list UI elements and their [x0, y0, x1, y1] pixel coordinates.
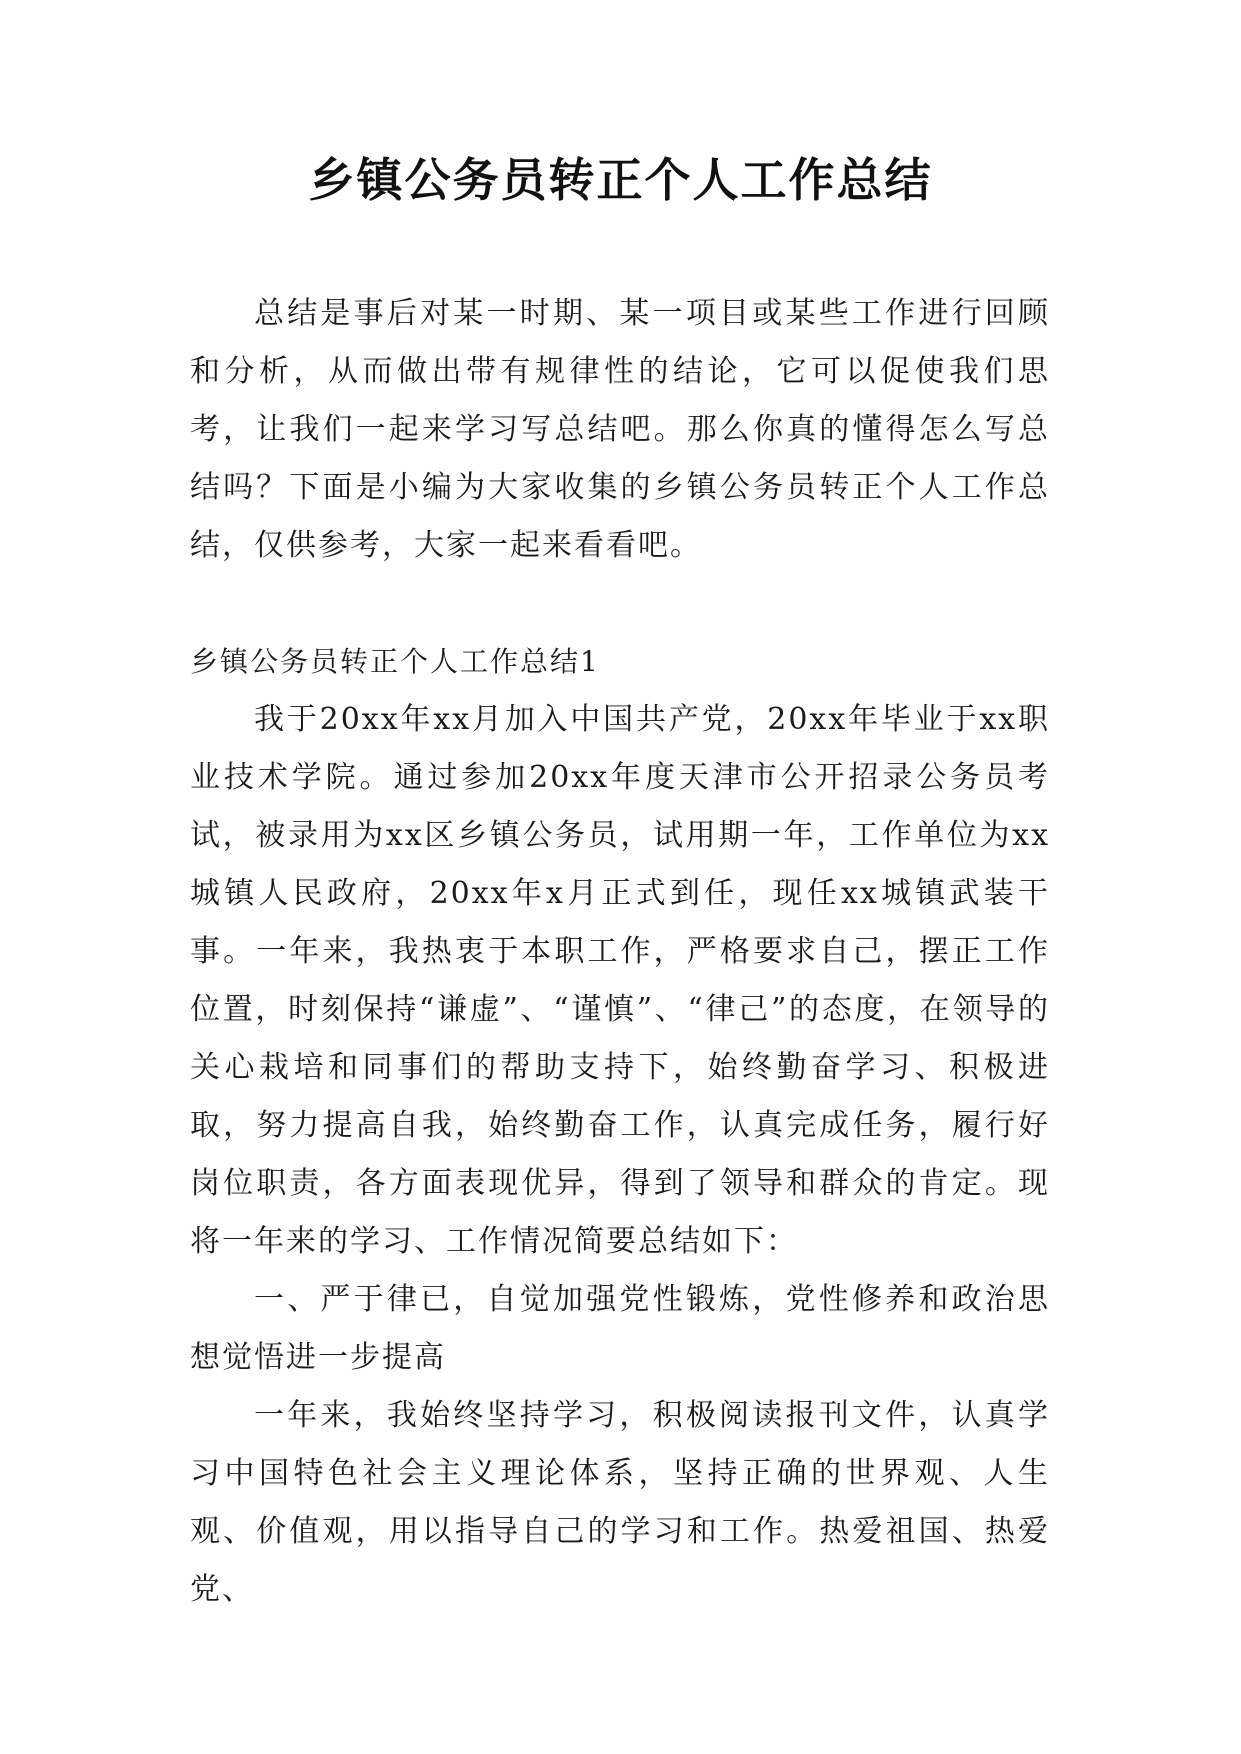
section-heading: 乡镇公务员转正个人工作总结1 — [190, 645, 600, 678]
body-paragraph: 一、严于律已，自觉加强党性锻炼，党性修养和政治思想觉悟进一步提高 — [190, 1282, 1050, 1375]
document-body — [190, 285, 1050, 1619]
body-paragraph: 一年来，我始终坚持学习，积极阅读报刊文件，认真学习中国特色社会主义理论体系，坚持正确的世界观、人生观、价值观，用以指导自己的学习和工作。热爱祖国、热爱党、 — [190, 1398, 1050, 1607]
body-paragraph: 我于20xx年xx月加入中国共产党，20xx年毕业于xx职业技术学院。通过参加20xx年度天津市公开招录公务员考试，被录用为xx区乡镇公务员，试用期一年，工作单位为xx城镇人民政府，20xx年x月正式到任，现任xx城镇武装干事。一年来，我热衷于本职工作，严格要求自己，摆正工作位置，时刻保持“谦虚”、“谨慎”、“律己”的态度，在领导的关心栽培和同事们的帮助支持下，始终勤奋学习、积极进取，努力提高自我，始终勤奋工作，认真完成任务，履行好岗位职责，各方面表现优异，得到了领导和群众的肯定。现将一年来的学习、工作情况简要总结如下： — [190, 702, 1050, 1259]
intro-paragraph: 总结是事后对某一时期、某一项目或某些工作进行回顾和分析，从而做出带有规律性的结论，它可以促使我们思考，让我们一起来学习写总结吧。那么你真的懂得怎么写总结吗？下面是小编为大家收集的乡镇公务员转正个人工作总结，仅供参考，大家一起来看看吧。 — [190, 296, 1050, 563]
paragraph-spacer — [190, 575, 1050, 633]
document-title: 乡镇公务员转正个人工作总结 — [308, 153, 933, 207]
